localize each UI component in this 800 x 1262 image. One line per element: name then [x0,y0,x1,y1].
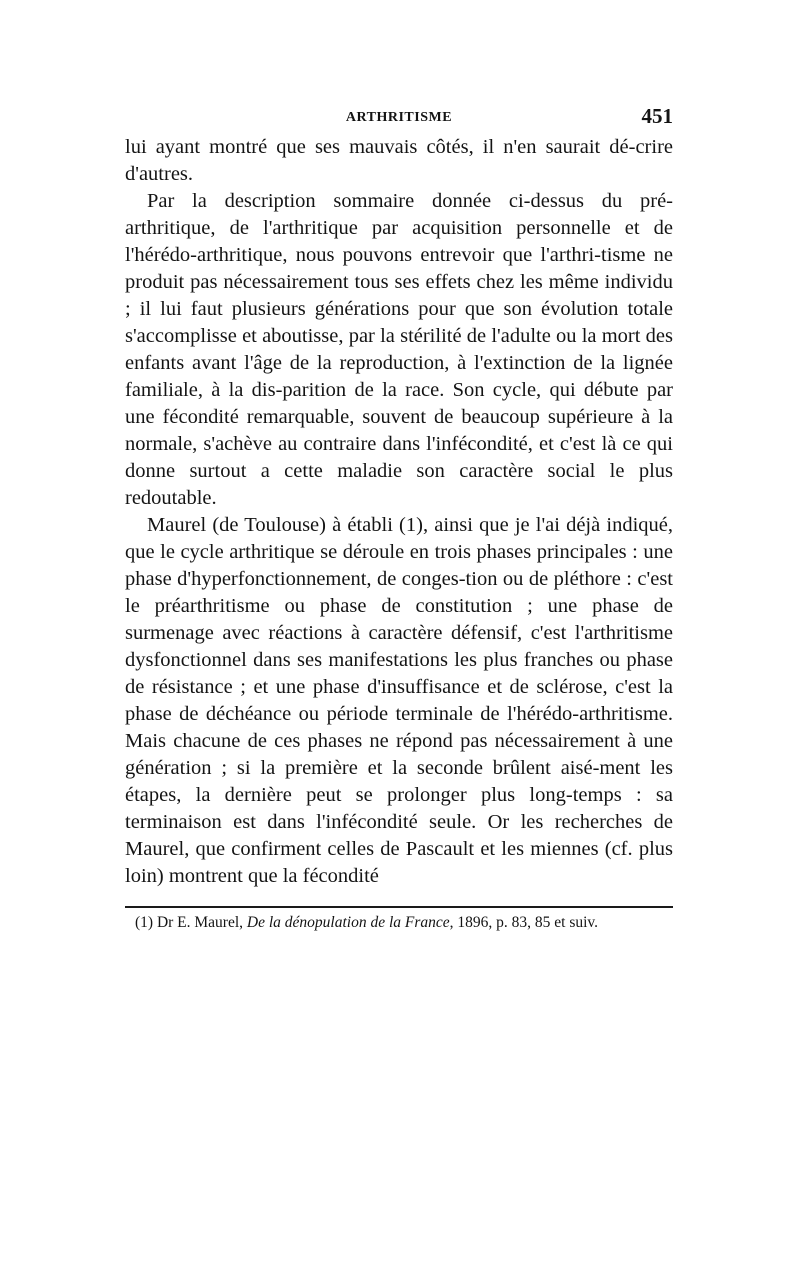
paragraph: Maurel (de Toulouse) à établi (1), ainsi que je l'ai déjà indiqué, que le cycle arthritique se déroule en trois phases principales : une phase d'hyperfonctionnement, de conges-tion ou de pléthore : c'est le préarthritisme ou phase de constitution ; une phase de surmenage avec réactions à caractère défensif, c'est l'arthritisme dysfonctionnel dans ses manifestations les plus franches ou phase de résistance ; et une phase d'insuffisance et de sclérose, c'est la phase de déchéance ou période terminale de l'hérédo-arthritisme. Mais chacune de ces phases ne répond pas nécessairement à une génération ; si la première et la seconde brûlent aisé-ment les étapes, la dernière peut se prolonger plus long-temps : sa terminaison est dans l'infécondité seule. Or les recherches de Maurel, que confirment celles de Pascault et les miennes (cf. plus loin) montrent que la fécondité [125,514,673,887]
paragraph-continuation: lui ayant montré que ses mauvais côtés, il n'en saurait dé-crire d'autres. [125,136,673,185]
footnote-title: De la dénopulation de la France [246,914,450,931]
paragraph: Par la description sommaire donnée ci-dessus du pré-arthritique, de l'arthritique par acquisition personnelle et de l'hérédo-arthritique, nous pouvons entrevoir que l'arthri-tisme ne produit pas nécessairement tous ses effets chez les même individu ; il lui faut plusieurs générations pour que son évolution totale s'accomplisse et aboutisse, par la stérilité de l'adulte ou la mort des enfants avant l'âge de la reproduction, à l'extinction de la lignée familiale, à la dis-parition de la race. Son cycle, qui débute par une fécondité remarquable, souvent de beaucoup supérieure à la normale, s'achève au contraire dans l'infécondité, et c'est là ce qui donne surtout a cette maladie son caractère social le plus redoutable. [125,190,673,509]
footnote [125,912,673,933]
footnote-marker: (1) Dr E. Maurel, [135,914,247,931]
footnote-divider [125,906,673,908]
running-title: ARTHRITISME [345,110,453,125]
page-header [125,104,673,134]
body-text [125,134,673,890]
footnote-rest: , 1896, p. 83, 85 et suiv. [449,914,599,931]
page-number: 451 [641,104,673,128]
page [125,104,673,933]
